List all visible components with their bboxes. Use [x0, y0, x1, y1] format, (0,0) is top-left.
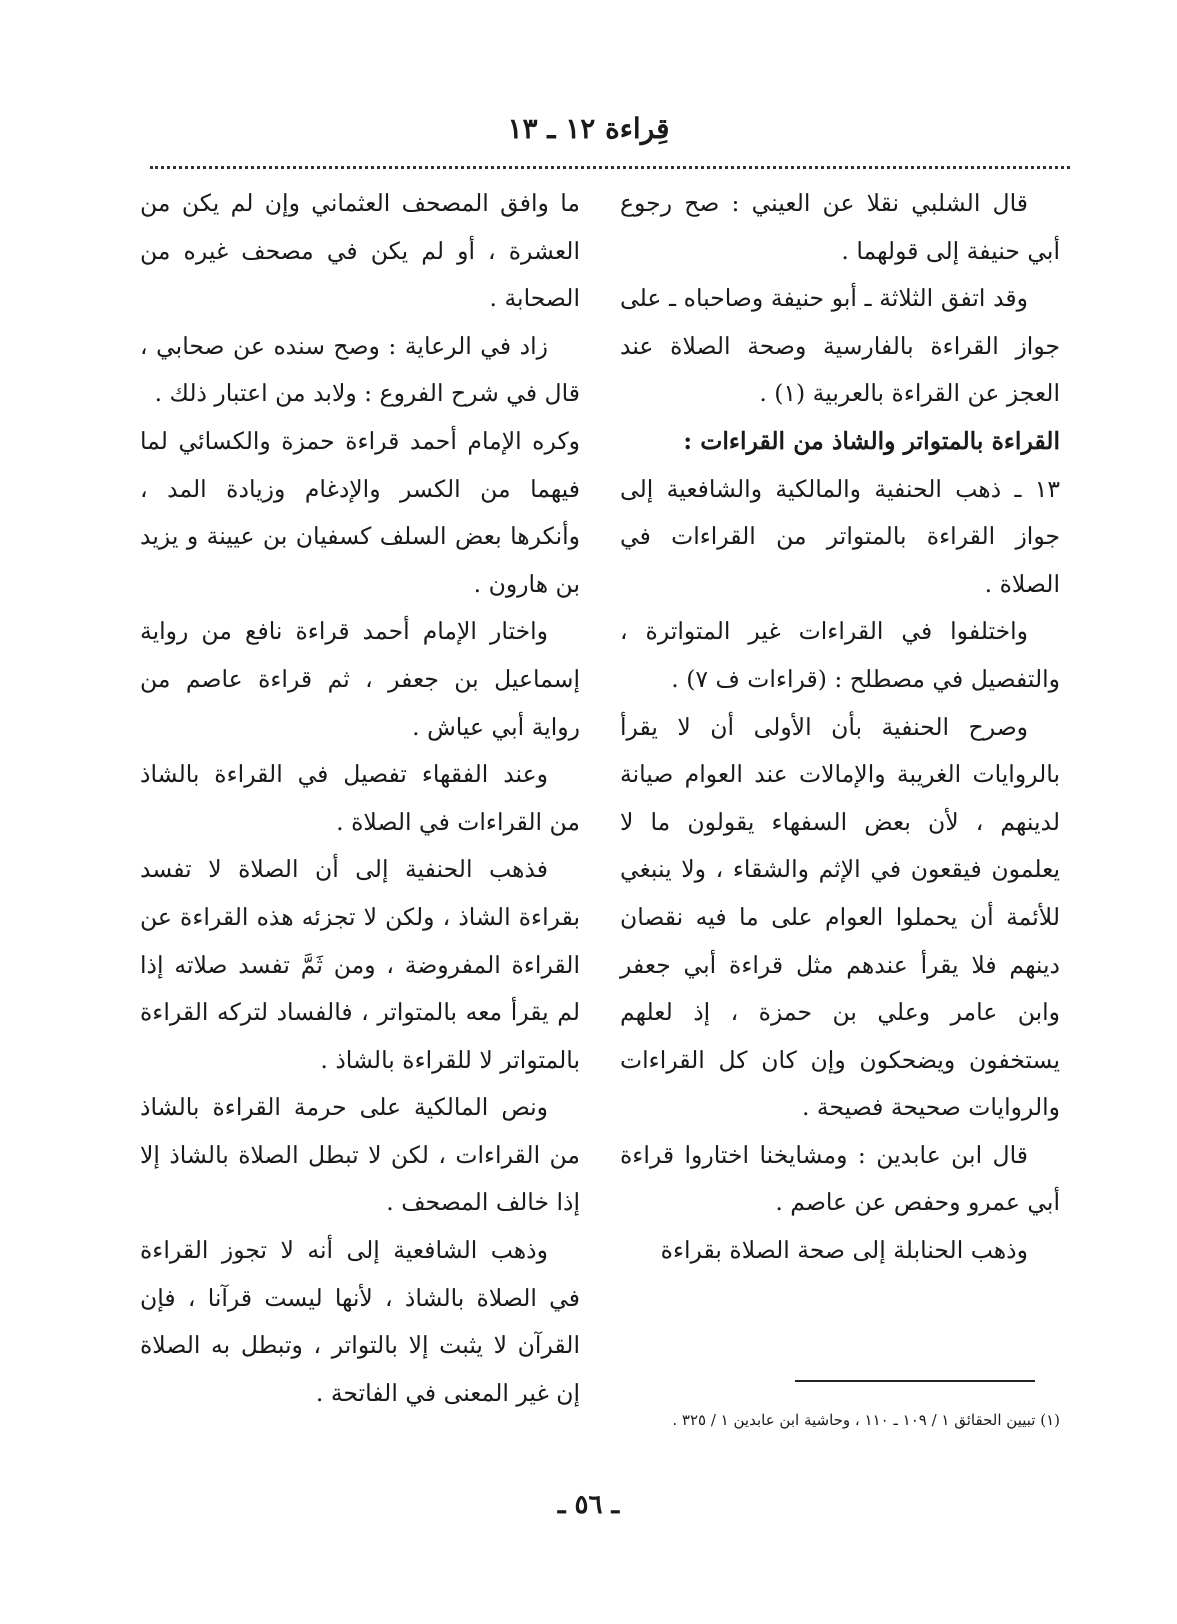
footnote: (١) تبيين الحقائق ١ / ١٠٩ ـ ١١٠ ، وحاشية ابن عابدين ١ / ٣٢٥ .	[672, 1411, 1060, 1429]
page-number: ـ ٥٦ ـ	[557, 1490, 620, 1520]
left-paragraph-7: ونص المالكية على حرمة القراءة بالشاذ من القراءات ، لكن لا تبطل الصلاة بالشاذ إلا إذا خالف المصحف .	[140, 1093, 580, 1217]
right-paragraph-5: وصرح الحنفية بأن الأولى أن لا يقرأ بالروايات الغريبة والإمالات عند العوام صيانة لدينهم ، لأن بعض السفهاء يقولون ما لا يعلمون فيقعون في الإثم والشقاء ، ولا ينبغي للأئمة أن يحملوا العوام على ما فيه نقصان دينهم فلا يقرأ عندهم مثل قراءة أبي جعفر وابن عامر وعلي بن حمزة ، إذ لعلهم يستخفون ويضحكون وإن كان كل القراءات والروايات صحيحة فصيحة .	[620, 712, 1060, 1122]
page-title: قِراءة ١٢ ـ ١٣	[507, 112, 670, 145]
right-paragraph-4: واختلفوا في القراءات غير المتواترة ، والتفصيل في مصطلح : (قراءات ف ٧) .	[620, 617, 1060, 693]
section-heading: القراءة بالمتواتر والشاذ من القراءات :	[683, 426, 1060, 455]
header-dotted-rule	[150, 166, 1070, 169]
right-paragraph-6: قال ابن عابدين : ومشايخنا اختاروا قراءة أبي عمرو وحفص عن عاصم .	[620, 1140, 1060, 1217]
left-column	[140, 180, 580, 1417]
right-paragraph-1: قال الشلبي نقلا عن العيني : صح رجوع أبي حنيفة إلى قولهما .	[620, 189, 1060, 265]
footnote-rule	[795, 1380, 1035, 1382]
left-paragraph-6: فذهب الحنفية إلى أن الصلاة لا تفسد بقراءة الشاذ ، ولكن لا تجزئه هذه القراءة عن القراءة المفروضة ، ومن ثَمَّ تفسد صلاته إذا لم يقرأ معه بالمتواتر ، فالفساد لتركه القراءة بالمتواتر لا للقراءة بالشاذ .	[140, 855, 580, 1074]
right-column	[620, 180, 1060, 1275]
right-paragraph-3: ١٣ ـ ذهب الحنفية والمالكية والشافعية إلى جواز القراءة بالمتواتر من القراءات في الصلاة .	[620, 474, 1060, 598]
left-paragraph-8: وذهب الشافعية إلى أنه لا تجوز القراءة في الصلاة بالشاذ ، لأنها ليست قرآنا ، فإن القرآن لا يثبت إلا بالتواتر ، وتبطل به الصلاة إن غير المعنى في الفاتحة .	[140, 1236, 580, 1407]
left-paragraph-3: وكره الإمام أحمد قراءة حمزة والكسائي لما فيهما من الكسر والإدغام وزيادة المد ، وأنكرها بعض السلف كسفيان بن عيينة و يزيد بن هارون .	[140, 426, 580, 598]
left-paragraph-2: زاد في الرعاية : وصح سنده عن صحابي ، قال في شرح الفروع : ولابد من اعتبار ذلك .	[140, 331, 580, 408]
left-paragraph-5: وعند الفقهاء تفصيل في القراءة بالشاذ من القراءات في الصلاة .	[140, 760, 580, 836]
left-paragraph-4: واختار الإمام أحمد قراءة نافع من رواية إسماعيل بن جعفر ، ثم قراءة عاصم من رواية أبي عياش .	[140, 617, 580, 741]
right-paragraph-7: وذهب الحنابلة إلى صحة الصلاة بقراءة	[660, 1236, 1028, 1265]
right-paragraph-2: وقد اتفق الثلاثة ـ أبو حنيفة وصاحباه ـ على جواز القراءة بالفارسية وصحة الصلاة عند العجز عن القراءة بالعربية (١) .	[620, 284, 1060, 408]
left-paragraph-1: ما وافق المصحف العثماني وإن لم يكن من العشرة ، أو لم يكن في مصحف غيره من الصحابة .	[140, 189, 580, 313]
